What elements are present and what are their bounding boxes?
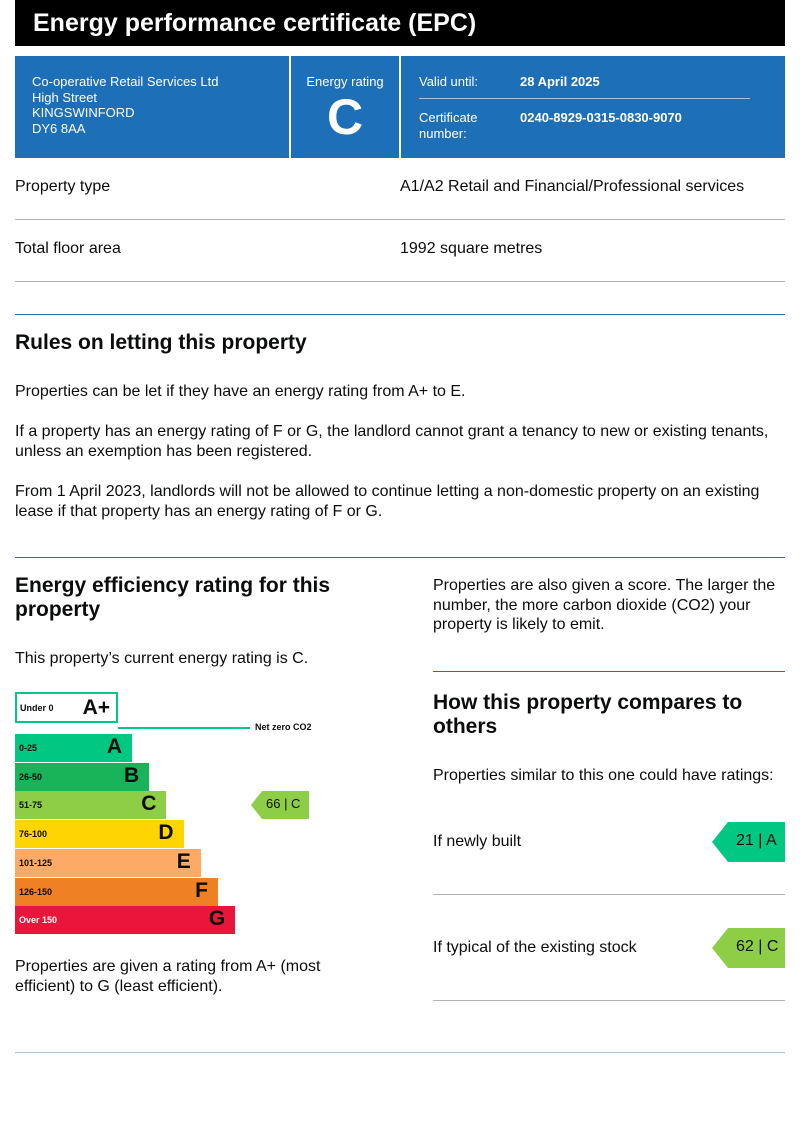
property-type-label: Property type	[15, 178, 111, 195]
rules-paragraph: If a property has an energy rating of F or G, the landlord cannot grant a tenancy to new or existing tenants, unless an exemption has been registered.	[15, 423, 769, 460]
certificate-number-label: Certificate number:	[419, 110, 478, 141]
energy-rating-letter: C	[326, 89, 364, 145]
property-type-value: A1/A2 Retail and Financial/Professional services	[400, 178, 745, 195]
band-letter: G	[208, 907, 226, 931]
certificate-summary	[15, 56, 785, 158]
band-letter: E	[176, 849, 191, 873]
energy-rating-label: Energy rating	[306, 74, 384, 89]
address-line: High Street	[32, 89, 98, 105]
rules-heading: Rules on letting this property	[15, 331, 307, 354]
rating-band-e	[15, 849, 201, 877]
band-range: 0-25	[19, 743, 38, 753]
band-letter: C	[141, 792, 157, 816]
rating-band-b	[15, 763, 149, 791]
newly-built-value: 21 | A	[736, 832, 777, 849]
band-range: 126-150	[19, 886, 53, 897]
band-letter: D	[158, 821, 174, 845]
current-rating-value: 66 | C	[266, 796, 301, 811]
band-letter: A+	[82, 696, 110, 719]
divider	[433, 894, 785, 895]
section-divider	[15, 314, 785, 315]
divider	[419, 98, 750, 99]
address-line: KINGSWINFORD	[32, 105, 135, 120]
band-range: 26-50	[19, 771, 43, 782]
newly-built-label: If newly built	[433, 833, 522, 850]
property-address	[32, 74, 218, 136]
band-range: 76-100	[19, 829, 48, 840]
divider	[433, 1000, 785, 1001]
floor-area-value: 1992 square metres	[400, 240, 543, 257]
existing-stock-label: If typical of the existing stock	[433, 939, 637, 956]
net-zero-line	[118, 727, 250, 729]
page-title: Energy performance certificate (EPC)	[15, 0, 785, 46]
band-letter: B	[124, 763, 140, 787]
divider	[15, 219, 785, 220]
divider	[399, 56, 401, 158]
band-range: 51-75	[19, 800, 43, 811]
compare-intro: Properties similar to this one could have ratings:	[433, 767, 774, 784]
existing-stock-arrow	[712, 928, 785, 968]
rating-band-d	[15, 820, 184, 848]
certificate-number-value: 0240-8929-0315-0830-9070	[520, 110, 682, 125]
score-info-text: Properties are also given a score. The larger the number, the more carbon dioxide (CO2) your property is likely to emit.	[433, 577, 776, 633]
section-divider	[15, 1052, 785, 1053]
band-range: Under 0	[20, 703, 54, 713]
section-divider	[433, 671, 785, 672]
band-letter: F	[195, 878, 208, 902]
address-line: DY6 8AA	[32, 120, 86, 136]
rules-paragraph: From 1 April 2023, landlords will not be allowed to continue letting a non-domestic property on an existing lease if that property has an energy rating of F or G.	[15, 483, 760, 520]
address-line: Co-operative Retail Services Ltd	[32, 74, 219, 89]
current-rating-text: This property’s current energy rating is C.	[15, 650, 309, 667]
compare-heading: How this property compares to others	[433, 691, 743, 738]
valid-until-label: Valid until:	[419, 74, 479, 89]
efficiency-heading: Energy efficiency rating for this property	[15, 574, 331, 621]
current-rating-arrow	[251, 791, 309, 819]
existing-stock-value: 62 | C	[736, 938, 779, 955]
divider	[15, 281, 785, 282]
newly-built-arrow	[712, 822, 785, 862]
valid-until-value: 28 April 2025	[520, 74, 600, 89]
rating-scale-text: Properties are given a rating from A+ (most efficient) to G (least efficient).	[15, 958, 321, 995]
band-range: 101-125	[19, 857, 53, 868]
band-range: Over 150	[19, 915, 58, 926]
rating-band-g	[15, 906, 235, 934]
rating-band-c	[15, 791, 166, 819]
rating-band-f	[15, 878, 218, 906]
rules-paragraph: Properties can be let if they have an energy rating from A+ to E.	[15, 383, 466, 400]
floor-area-label: Total floor area	[15, 240, 121, 257]
section-divider	[15, 557, 785, 558]
net-zero-label: Net zero CO2	[255, 722, 312, 732]
band-letter: A	[106, 735, 122, 758]
rating-band-a	[15, 734, 132, 762]
rating-band-aplus	[15, 692, 118, 723]
